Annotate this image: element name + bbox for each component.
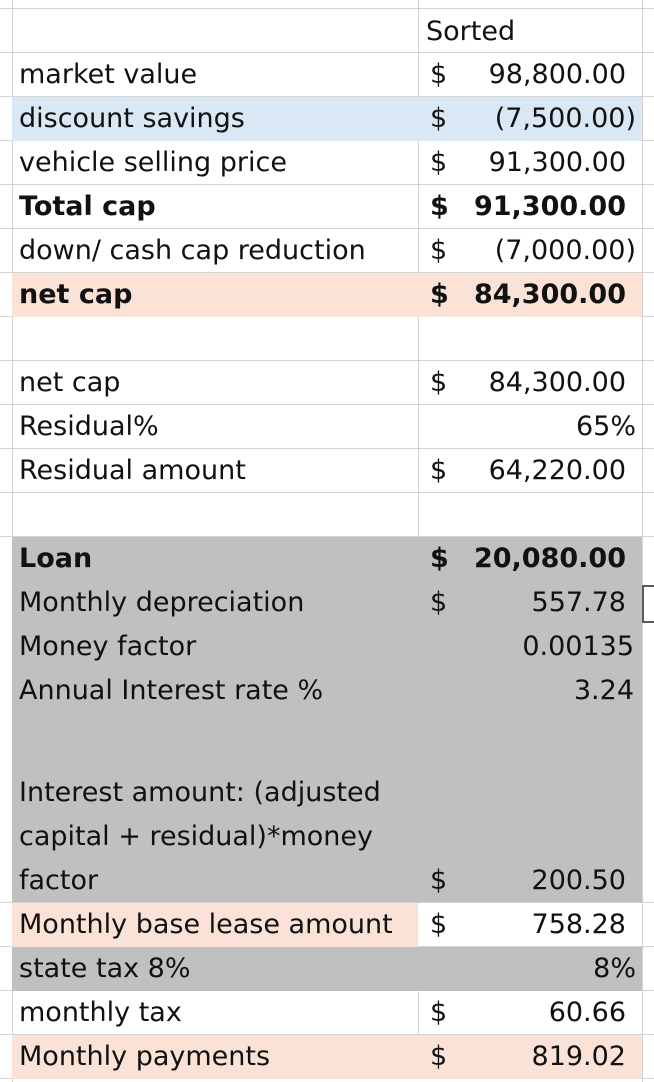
cell-selection-indicator[interactable] bbox=[642, 585, 654, 623]
currency-symbol: $ bbox=[430, 865, 448, 896]
currency-symbol: $ bbox=[430, 191, 449, 222]
row-value[interactable]: (7,500.00) bbox=[494, 103, 636, 134]
row-value[interactable]: 758.28 bbox=[531, 909, 626, 940]
row-value[interactable]: (7,000.00) bbox=[494, 235, 636, 266]
gridline bbox=[418, 990, 419, 1034]
currency-symbol: $ bbox=[430, 147, 448, 178]
row-label[interactable]: net cap bbox=[19, 367, 121, 398]
currency-symbol: $ bbox=[430, 587, 448, 618]
row-value[interactable]: 819.02 bbox=[531, 1041, 626, 1072]
row-label[interactable]: down/ cash cap reduction bbox=[19, 235, 366, 266]
row-label[interactable]: Monthly payments bbox=[19, 1041, 271, 1072]
row-value[interactable]: 84,300.00 bbox=[488, 367, 626, 398]
row-label-line[interactable]: factor bbox=[19, 865, 99, 896]
row-label[interactable]: Residual amount bbox=[19, 455, 246, 486]
currency-symbol: $ bbox=[430, 1041, 448, 1072]
row-value[interactable]: 3.24 bbox=[573, 675, 634, 706]
row-value[interactable]: 64,220.00 bbox=[488, 455, 626, 486]
row-value[interactable]: 65% bbox=[575, 411, 636, 442]
row-label[interactable]: Annual Interest rate % bbox=[19, 675, 324, 706]
row-value[interactable]: 91,300.00 bbox=[473, 191, 626, 222]
row-value[interactable]: 200.50 bbox=[531, 865, 626, 896]
currency-symbol: $ bbox=[430, 279, 449, 310]
row-label[interactable]: discount savings bbox=[19, 103, 245, 134]
currency-symbol: $ bbox=[430, 543, 449, 574]
row-value[interactable]: 91,300.00 bbox=[488, 147, 626, 178]
currency-symbol: $ bbox=[430, 59, 448, 90]
row-value[interactable]: 60.66 bbox=[548, 997, 626, 1028]
row-value[interactable]: 557.78 bbox=[531, 587, 626, 618]
row-label[interactable]: monthly tax bbox=[19, 997, 182, 1028]
row-label[interactable]: market value bbox=[19, 59, 198, 90]
row-label-line[interactable]: Interest amount: (adjusted bbox=[19, 777, 381, 808]
row-label[interactable]: Monthly base lease amount bbox=[19, 909, 393, 940]
row-value[interactable]: 20,080.00 bbox=[473, 543, 626, 574]
currency-symbol: $ bbox=[430, 455, 448, 486]
row-value[interactable]: 8% bbox=[593, 953, 636, 984]
row-label-line[interactable]: capital + residual)*money bbox=[19, 821, 373, 852]
row-label[interactable]: state tax 8% bbox=[19, 953, 191, 984]
gridline bbox=[642, 0, 643, 1082]
row-label[interactable]: vehicle selling price bbox=[19, 147, 287, 178]
row-label[interactable]: net cap bbox=[19, 279, 133, 310]
row-label[interactable]: Money factor bbox=[19, 631, 197, 662]
gridline bbox=[418, 0, 419, 536]
currency-symbol: $ bbox=[430, 367, 448, 398]
currency-symbol: $ bbox=[430, 997, 448, 1028]
currency-symbol: $ bbox=[430, 103, 448, 134]
row-value[interactable]: 98,800.00 bbox=[488, 59, 626, 90]
row-label[interactable]: Total cap bbox=[19, 191, 156, 222]
row-label[interactable]: Loan bbox=[19, 543, 93, 574]
row-label[interactable]: Residual% bbox=[19, 411, 159, 442]
column-header[interactable]: Sorted bbox=[426, 16, 516, 47]
row-label[interactable]: Monthly depreciation bbox=[19, 587, 305, 618]
currency-symbol: $ bbox=[430, 909, 448, 940]
gridline bbox=[0, 8, 654, 9]
currency-symbol: $ bbox=[430, 235, 448, 266]
row-value[interactable]: 84,300.00 bbox=[473, 279, 626, 310]
row-value[interactable]: 0.00135 bbox=[522, 631, 634, 662]
